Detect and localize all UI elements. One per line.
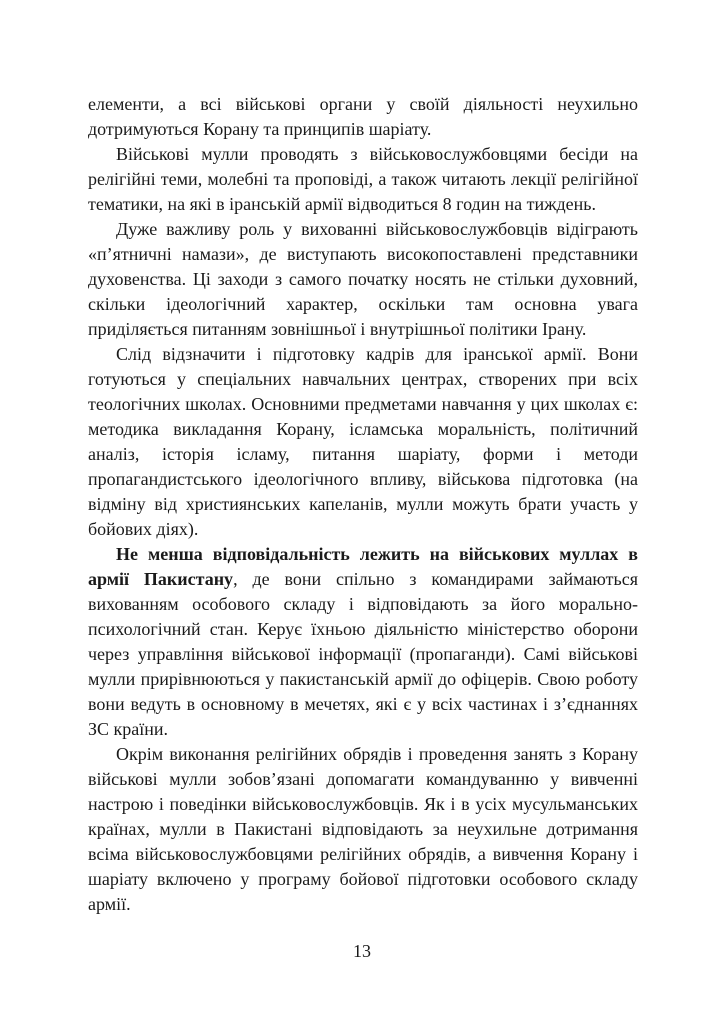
paragraph-4 [88, 342, 638, 542]
paragraph-2 [88, 142, 638, 217]
paragraph-1-text: елементи, а всі військові органи у своїй діяльності неухильно дотримуються Корану та принципів шаріату. [88, 94, 638, 139]
paragraph-5-bold-lead: Не менша відповідальність лежить на військових муллах в армії Пакистану [88, 544, 638, 589]
paragraph-5-text: , де вони спільно з командирами займаються вихованням особового складу і відповідають за його морально-психологічний стан. Керує їхньою діяльністю міністерство оборони через управління військової інформації (пропаганди). Самі військові мулли прирівнюються у пакистанській армії до офіцерів. Свою роботу вони ведуть в основному в мечетях, які є у всіх частинах і з’єднаннях ЗС країни. [88, 569, 638, 739]
paragraph-3-text: Дуже важливу роль у вихованні військовослужбовців відіграють «п’ятничні намази», де виступають високопоставлені представники духовенства. Ці заходи з самого початку носять не стільки духовний, скільки ідеологічний характер, оскільки там основна увага приділяється питанням зовнішньої і внутрішньої політики Ірану. [88, 219, 638, 339]
paragraph-2-text: Військові мулли проводять з військовослужбовцями бесіди на релігійні теми, молебні та проповіді, а також читають лекції релігійної тематики, на які в іранській армії відводиться 8 годин на тиждень. [88, 144, 638, 214]
paragraph-6 [88, 742, 638, 917]
paragraph-4-text: Слід відзначити і підготовку кадрів для іранської армії. Вони готуються у спеціальних навчальних центрах, створених при всіх теологічних школах. Основними предметами навчання у цих школах є: методика викладання Корану, ісламська моральність, політичний аналіз, історія ісламу, питання шаріату, форми і методи пропагандистського ідеологічного впливу, військова підготовка (на відміну від християнських капеланів, мулли можуть брати участь у бойових діях). [88, 344, 638, 539]
paragraph-6-text: Окрім виконання релігійних обрядів і проведення занять з Корану військові мулли зобов’язані допомагати командуванню у вивченні настрою і поведінки військовослужбовців. Як і в усіх мусульманських країнах, мулли в Пакистані відповідають за неухильне дотримання всіма військовослужбовцями релігійних обрядів, а вивчення Корану і шаріату включено у програму бойової підготовки особового складу армії. [88, 744, 638, 914]
paragraph-3 [88, 217, 638, 342]
paragraph-1 [88, 92, 638, 142]
page-number: 13 [353, 941, 371, 961]
body-text [88, 92, 638, 917]
paragraph-5 [88, 542, 638, 742]
